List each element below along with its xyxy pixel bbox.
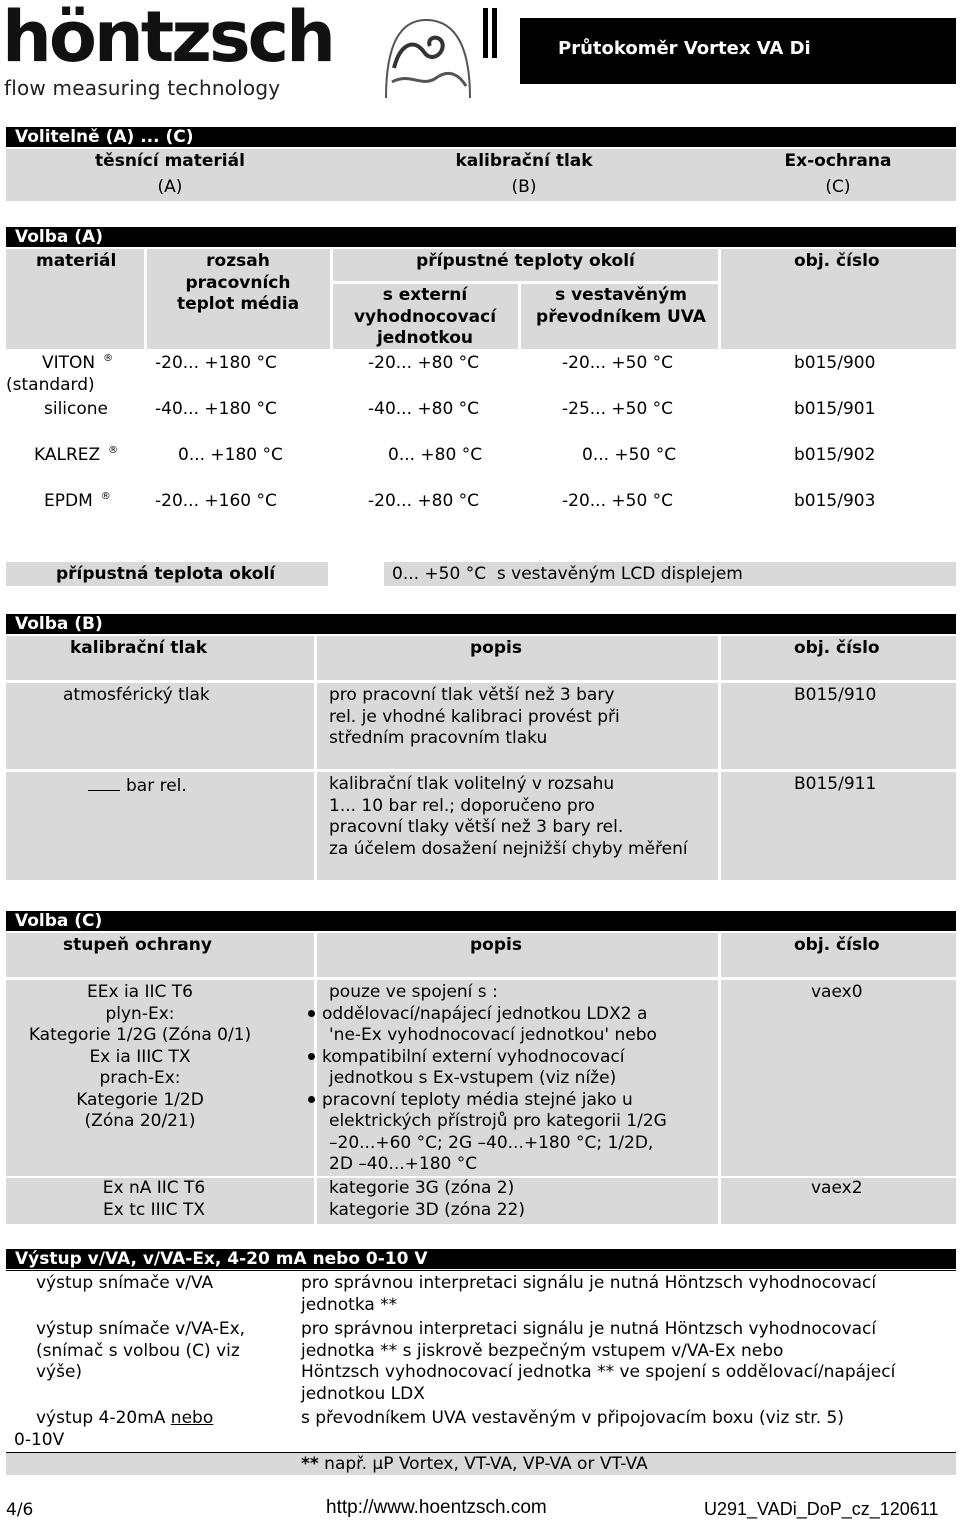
document-title: Průtokoměr Vortex VA Di	[558, 38, 811, 59]
order-number: B015/910	[794, 685, 877, 705]
calib-desc-custom: kalibrační tlak volitelný v rozsahu 1... 10 bar rel.; doporučeno pro pracovní tlaky větší než 3 bary rel. za účelem dosažení nejnižší chyby měření	[329, 774, 688, 859]
footnote: ** např. µP Vortex, VT-VA, VP-VA or VT-VA	[301, 1454, 648, 1474]
protection-desc: pouze ve spojení s : oddělovací/napájecí jednotkou LDX2 a 'ne-Ex vyhodnocovací jednotkou' nebo kompatibilní externí vyhodnocovací jednotkou s Ex-vstupem (viz níže) pracovní teploty média stejné jako u elektrických přístrojů pro kategorii 1/2G –20...+60 °C; 2G –40...+180 °C; 1/2D, 2D –40...+180 °C	[308, 982, 718, 1176]
volba-c-col-desc: popis	[470, 935, 522, 955]
list-item: pracovní teploty média stejné jako u	[308, 1090, 718, 1112]
order-number: B015/911	[794, 774, 877, 794]
ambient-uva: -25... +50 °C	[562, 399, 674, 419]
section-bar-volba-a: Volba (A)	[6, 227, 956, 247]
list-item: oddělovací/napájecí jednotkou LDX2 a	[308, 1004, 718, 1026]
volba-b-col-calib: kalibrační tlak	[70, 638, 208, 658]
order-number: b015/902	[794, 445, 876, 465]
order-number: vaex2	[811, 1178, 863, 1198]
media-range: -40... +180 °C	[155, 399, 277, 419]
document-code: U291_VADi_DoP_cz_120611	[704, 1499, 939, 1519]
volba-b-col-order: obj. číslo	[794, 638, 880, 658]
volba-c-col-protect: stupeň ochrany	[63, 935, 212, 955]
header-divider-bars	[483, 8, 503, 58]
ambient-uva: -20... +50 °C	[562, 491, 674, 511]
volba-c-row1-c-cell	[721, 980, 956, 1176]
media-range: -20... +160 °C	[155, 491, 277, 511]
optional-tag-a: (A)	[157, 177, 183, 197]
section-bar-volba-b: Volba (B)	[6, 614, 956, 634]
volba-a-col-external: s externí vyhodnocovací jednotkou	[353, 285, 497, 348]
optional-col-seal: těsnící materiál	[95, 151, 245, 171]
bullet-icon	[308, 1096, 315, 1103]
order-number: b015/900	[794, 353, 876, 373]
ambient-external: -20... +80 °C	[368, 353, 480, 373]
bullet-icon	[308, 1010, 315, 1017]
section-bar-output: Výstup v/VA, v/VA-Ex, 4-20 mA nebo 0-10 V	[6, 1249, 956, 1269]
ambient-external: -40... +80 °C	[368, 399, 480, 419]
output-type: výstup snímače v/VA-Ex, (snímač s volbou (C) viz výše)	[36, 1319, 246, 1382]
protection-class-list: Ex nA IIC T6 Ex tc IIIC TX	[102, 1178, 206, 1220]
material-name: KALREZ ®	[34, 445, 119, 465]
protection-class-list: EEx ia IIC T6 plyn-Ex: Kategorie 1/2G (Zóna 0/1) Ex ia IIIC TX prach-Ex: Kategorie 1/2D (Zóna 20/21)	[28, 982, 252, 1131]
logo-wordmark: höntzsch	[2, 0, 333, 78]
logo-emblem	[380, 8, 476, 102]
material-name: EPDM ®	[44, 491, 111, 511]
order-number: b015/903	[794, 491, 876, 511]
company-logo	[2, 0, 333, 102]
media-range: -20... +180 °C	[155, 353, 277, 373]
ambient-external: -20... +80 °C	[368, 491, 480, 511]
ambient-value: 0... +50 °C s vestavěným LCD displejem	[392, 564, 743, 584]
ambient-uva: -20... +50 °C	[562, 353, 674, 373]
output-desc: pro správnou interpretaci signálu je nutná Höntzsch vyhodnocovací jednotka **	[301, 1273, 877, 1315]
ambient-uva: 0... +50 °C	[582, 445, 677, 465]
ambient-external: 0... +80 °C	[388, 445, 483, 465]
calib-option-atm: atmosférický tlak	[63, 685, 210, 705]
divider	[6, 1270, 956, 1271]
calib-desc-atm: pro pracovní tlak větší než 3 bary rel. je vhodné kalibraci provést při středním pracovním tlaku	[329, 685, 620, 748]
list-item: kompatibilní externí vyhodnocovací	[308, 1047, 718, 1069]
volba-a-col-uva: s vestavěným převodníkem UVA	[536, 285, 706, 327]
media-range: 0... +180 °C	[178, 445, 283, 465]
protection-desc: kategorie 3G (zóna 2) kategorie 3D (zóna 22)	[329, 1178, 525, 1220]
ambient-label: přípustná teplota okolí	[56, 564, 276, 584]
bullet-icon	[308, 1053, 315, 1060]
optional-col-ex: Ex-ochrana	[784, 151, 892, 171]
material-name: silicone	[44, 399, 109, 419]
order-number: b015/901	[794, 399, 876, 419]
volba-a-col-material: materiál	[36, 251, 117, 271]
optional-tag-c: (C)	[825, 177, 851, 197]
calib-option-custom: bar rel.	[88, 774, 187, 796]
volba-b-col-desc: popis	[470, 638, 522, 658]
section-bar-volba-c: Volba (C)	[6, 911, 956, 931]
output-type: výstup snímače v/VA	[36, 1273, 214, 1293]
output-desc: pro správnou interpretaci signálu je nutná Höntzsch vyhodnocovací jednotka ** s jiskrově bezpečným vstupem v/VA-Ex nebo Höntzsch vyhodnocovací jednotka ** ve spojení s oddělovací/napájecí jednotkou LDX	[301, 1319, 896, 1404]
volba-c-col-order: obj. číslo	[794, 935, 880, 955]
website-url: http://www.hoentzsch.com	[326, 1497, 547, 1518]
logo-tagline: flow measuring technology	[4, 76, 281, 100]
header-title-block	[520, 18, 956, 84]
output-type: výstup 4-20mA nebo 0-10V	[14, 1408, 214, 1450]
volba-a-col-order: obj. číslo	[794, 251, 880, 271]
page-number: 4/6	[6, 1500, 34, 1520]
volba-a-col-ambient: přípustné teploty okolí	[416, 251, 635, 271]
order-number: vaex0	[811, 982, 863, 1002]
optional-tag-b: (B)	[511, 177, 537, 197]
pressure-fill-blank	[88, 774, 120, 791]
optional-col-calib: kalibrační tlak	[455, 151, 593, 171]
material-note: (standard)	[6, 375, 95, 395]
output-desc: s převodníkem UVA vestavěným v připojovacím boxu (viz str. 5)	[301, 1408, 844, 1428]
material-name: VITON ®	[42, 353, 114, 373]
volba-a-col-range: rozsah pracovních teplot média	[176, 251, 300, 314]
section-bar-optional: Volitelně (A) ... (C)	[6, 127, 956, 147]
